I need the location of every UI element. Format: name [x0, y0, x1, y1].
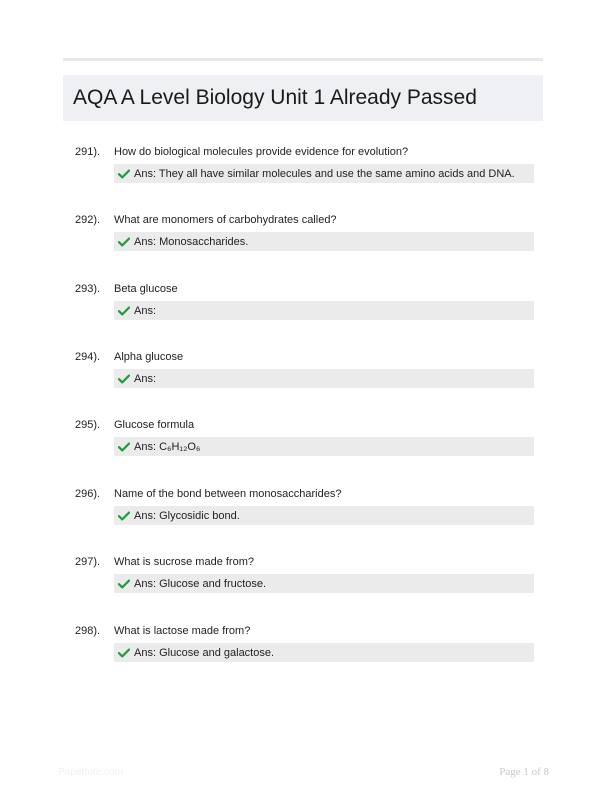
answer-box	[114, 506, 534, 525]
title-bar	[63, 75, 543, 121]
question-text: Name of the bond between monosaccharides?	[114, 488, 342, 500]
answer-text: Ans: C₆H₁₂O₆	[134, 440, 201, 453]
question-number: 293).	[75, 283, 101, 295]
question-number: 296).	[75, 488, 101, 500]
answer-box	[114, 643, 534, 662]
top-divider	[63, 58, 543, 61]
question-number: 294).	[75, 351, 101, 363]
check-icon	[118, 374, 130, 384]
answer-text: Ans: Monosaccharides.	[134, 235, 249, 248]
question-text: Glucose formula	[114, 419, 195, 431]
question-text: Alpha glucose	[114, 351, 184, 363]
answer-text: Ans:	[134, 304, 157, 317]
answer-box	[114, 301, 534, 320]
page-number: Page 1 of 8	[499, 766, 549, 778]
check-icon	[118, 511, 130, 521]
answer-text: Ans: Glycosidic bond.	[134, 509, 240, 522]
question-text: What are monomers of carbohydrates called?	[114, 214, 337, 226]
answer-text: Ans: They all have similar molecules and use the same amino acids and DNA.	[134, 167, 515, 180]
page-title: AQA A Level Biology Unit 1 Already Passed	[73, 86, 477, 109]
answer-box	[114, 232, 534, 251]
check-icon	[118, 237, 130, 247]
answer-text: Ans:	[134, 372, 157, 385]
check-icon	[118, 442, 130, 452]
question-text: How do biological molecules provide evidence for evolution?	[114, 146, 409, 158]
check-icon	[118, 579, 130, 589]
question-text: What is lactose made from?	[114, 625, 251, 637]
answer-text: Ans: Glucose and galactose.	[134, 646, 275, 659]
answer-box	[114, 574, 534, 593]
question-number: 297).	[75, 556, 101, 568]
question-number: 298).	[75, 625, 101, 637]
check-icon	[118, 306, 130, 316]
answer-box	[114, 369, 534, 388]
answer-box	[114, 437, 534, 456]
answer-text: Ans: Glucose and fructose.	[134, 577, 267, 590]
footer-watermark: Papertote.com	[58, 767, 124, 778]
check-icon	[118, 648, 130, 658]
check-icon	[118, 169, 130, 179]
question-text: Beta glucose	[114, 283, 178, 295]
answer-box	[114, 164, 534, 183]
question-number: 295).	[75, 419, 101, 431]
question-number: 292).	[75, 214, 101, 226]
question-number: 291).	[75, 146, 101, 158]
question-text: What is sucrose made from?	[114, 556, 254, 568]
